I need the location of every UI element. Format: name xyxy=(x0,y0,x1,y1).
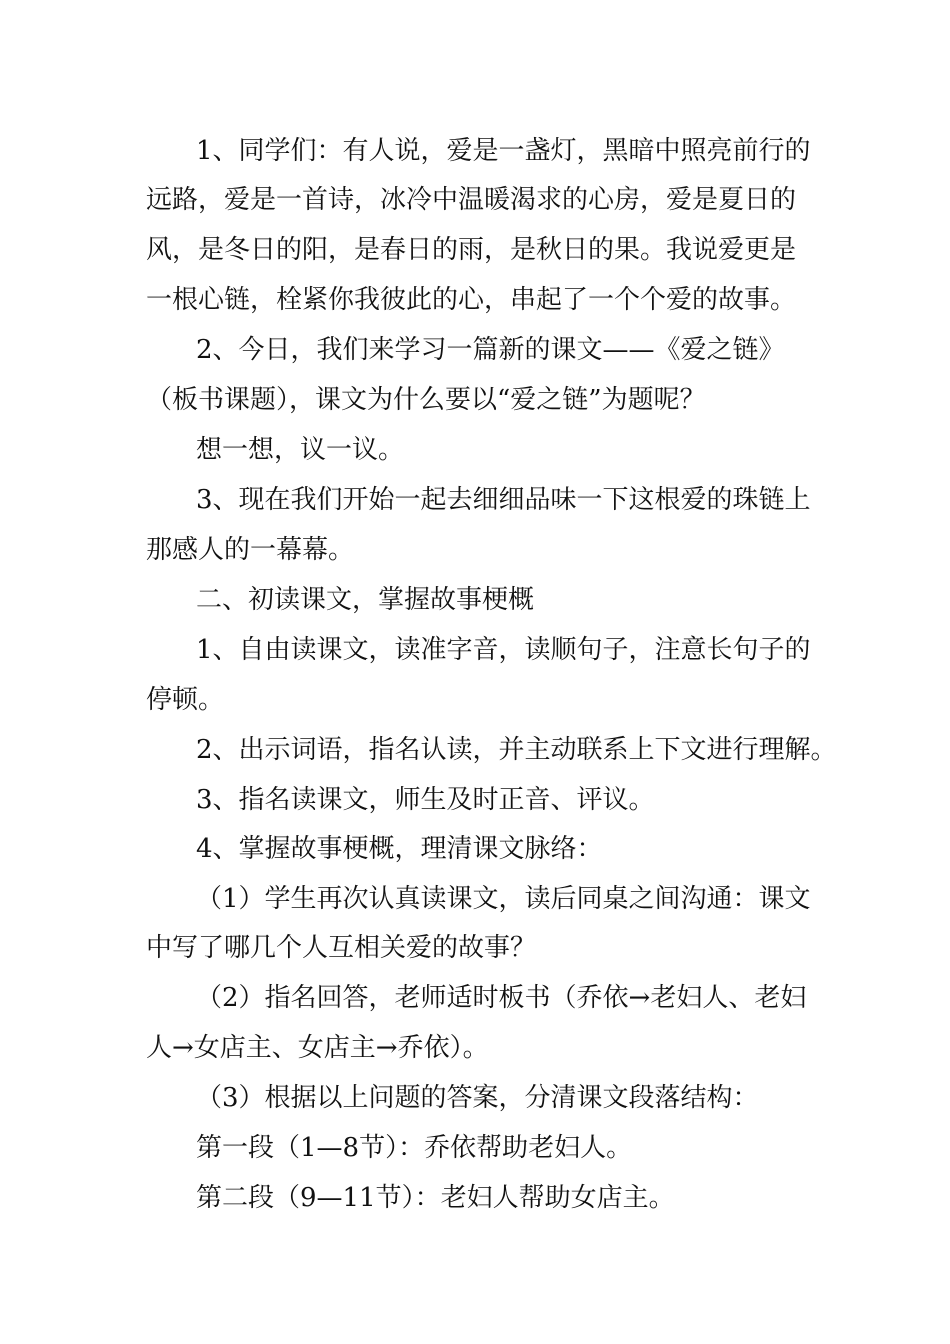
paragraph-line: 1、自由读课文，读准字音，读顺句子，注意长句子的 xyxy=(196,635,811,665)
paragraph-line: 那感人的一幕幕。 xyxy=(146,535,355,565)
paragraph-line: 风，是冬日的阳，是春日的雨，是秋日的果。我说爱更是 xyxy=(146,235,797,265)
paragraph-line: 人→女店主、女店主→乔依）。 xyxy=(146,1033,489,1063)
paragraph-line: 3、指名读课文，师生及时正音、评议。 xyxy=(196,785,655,815)
paragraph-line: 2、出示词语，指名认读，并主动联系上下文进行理解。 xyxy=(196,735,837,765)
paragraph-line: （3）根据以上问题的答案，分清课文段落结构： xyxy=(196,1083,759,1113)
paragraph-line: 1、同学们：有人说，爱是一盏灯，黑暗中照亮前行的 xyxy=(196,136,811,166)
paragraph-line: 停顿。 xyxy=(146,685,225,715)
paragraph-line: （板书课题），课文为什么要以“爱之链”为题呢？ xyxy=(146,385,706,415)
section-heading: 二、初读课文，掌握故事梗概 xyxy=(196,585,535,615)
paragraph-line: （1）学生再次认真读课文，读后同桌之间沟通：课文 xyxy=(196,884,811,914)
paragraph-line: 中写了哪几个人互相关爱的故事？ xyxy=(146,933,537,963)
paragraph-line: 4、掌握故事梗概，理清课文脉络： xyxy=(196,834,603,864)
paragraph-line: 想一想，议一议。 xyxy=(196,435,405,465)
paragraph-line: 2、今日，我们来学习一篇新的课文——《爱之链》 xyxy=(196,335,785,365)
paragraph-line: 第一段（1—8节）：乔依帮助老妇人。 xyxy=(196,1133,633,1163)
paragraph-line: 3、现在我们开始一起去细细品味一下这根爱的珠链上 xyxy=(196,485,811,515)
paragraph-line: 远路，爱是一首诗，冰冷中温暖渴求的心房，爱是夏日的 xyxy=(146,185,797,215)
paragraph-line: （2）指名回答，老师适时板书（乔依→老妇人、老妇 xyxy=(196,983,807,1013)
paragraph-line: 一根心链，栓紧你我彼此的心，串起了一个个爱的故事。 xyxy=(146,285,797,315)
paragraph-line: 第二段（9—11节）：老妇人帮助女店主。 xyxy=(196,1183,675,1213)
